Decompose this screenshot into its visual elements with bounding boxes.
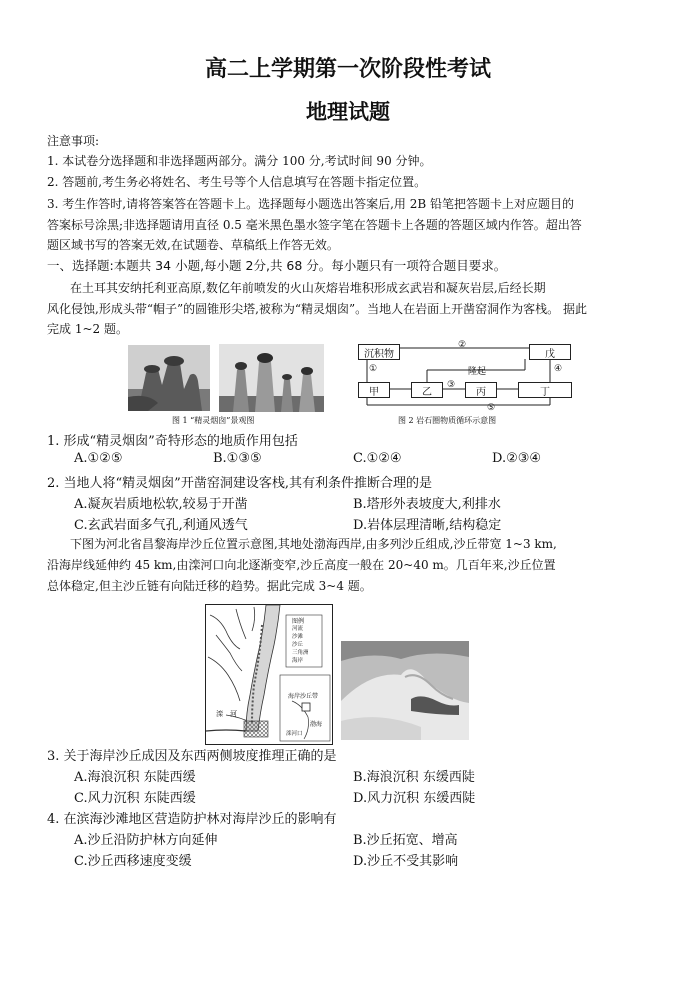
option-b[interactable]: B.塔形外表坡度大,利排水 [353, 497, 501, 512]
passage-line: 总体稳定,但主沙丘链有向陆迁移的趋势。据此完成 3~4 题。 [47, 579, 372, 593]
notice-item: 3. 考生作答时,请将答案答在答题卡上。选择题每小题选出答案后,用 2B 铅笔把答题卡上对应题目的 [47, 197, 574, 211]
notice-item: 1. 本试卷分选择题和非选择题两部分。满分 100 分,考试时间 90 分钟。 [47, 154, 432, 168]
arrow-label: ④ [554, 364, 563, 374]
option-b[interactable]: B.①③⑤ [213, 451, 262, 466]
arrow-label: ③ [447, 380, 456, 390]
question-stem: 2. 当地人将“精灵烟囱”开凿窑洞建设客栈,其有利条件推断合理的是 [47, 476, 432, 491]
diagram-box-wu: 戊 [529, 344, 571, 360]
coastal-dune-photo [341, 641, 469, 740]
legend-item: 河流 [292, 626, 304, 632]
option-a[interactable]: A.沙丘沿防护林方向延伸 [74, 833, 218, 848]
map-label-he: 河 [230, 710, 237, 718]
option-c[interactable]: C.沙丘西移速度变缓 [74, 854, 192, 869]
legend-item: 三角洲 [292, 650, 309, 656]
option-d[interactable]: D.风力沉积 东缓西陡 [353, 791, 476, 806]
notice-item: 2. 答题前,考生务必将姓名、考生号等个人信息填写在答题卡指定位置。 [47, 175, 427, 189]
option-b[interactable]: B.沙丘拓宽、增高 [353, 833, 458, 848]
passage-line: 沿海岸线延伸约 45 km,由滦河口向北逐渐变窄,沙丘高度一般在 20~40 m。几百年来,沙丘位置 [47, 558, 556, 572]
option-d[interactable]: D.②③④ [492, 451, 542, 466]
map-label-estuary: 滦河口 [286, 731, 303, 737]
notice-item: 题区域书写的答案无效,在试题卷、草稿纸上作答无效。 [47, 238, 339, 252]
notice-heading: 注意事项: [47, 134, 100, 148]
map-label-luan: 滦 [216, 710, 223, 718]
fig1-caption: 图 1 “精灵烟囱”景观图 [172, 416, 255, 425]
option-a[interactable]: A.凝灰岩质地松软,较易于开凿 [74, 497, 248, 512]
diagram-box-ding: 丁 [518, 382, 572, 398]
legend-item: 海岸 [292, 658, 304, 664]
question-stem: 1. 形成“精灵烟囱”奇特形态的地质作用包括 [47, 434, 298, 449]
passage-line: 在土耳其安纳托利亚高原,数亿年前喷发的火山灰熔岩堆积形成玄武岩和凝灰岩层,后经长期 [70, 281, 546, 295]
page-subtitle: 地理试题 [306, 100, 390, 124]
map-label-bohai: 渤海 [310, 721, 323, 728]
section-heading: 一、选择题:本题共 34 小题,每小题 2分,共 68 分。每小题只有一项符合题目要求。 [47, 258, 507, 273]
arrow-label: ⑤ [487, 403, 496, 413]
arrow-label: ② [458, 340, 467, 350]
diagram-box-sediment: 沉积物 [358, 344, 400, 360]
option-c[interactable]: C.①②④ [353, 451, 402, 466]
arrow-label: ① [369, 364, 378, 374]
fairy-chimney-photo-left [128, 345, 210, 411]
diagram-box-yi: 乙 [411, 382, 443, 398]
passage-line: 下图为河北省昌黎海岸沙丘位置示意图,其地处渤海西岸,由多列沙丘组成,沙丘带宽 1~3 km, [70, 537, 557, 551]
option-a[interactable]: A.海浪沉积 东陡西缓 [74, 770, 196, 785]
question-stem: 3. 关于海岸沙丘成因及东西两侧坡度推理正确的是 [47, 749, 337, 764]
fig2-caption: 图 2 岩石圈物质循环示意图 [398, 416, 497, 425]
passage-line: 完成 1~2 题。 [47, 322, 128, 336]
diagram-box-bing: 丙 [465, 382, 497, 398]
passage-line: 风化侵蚀,形成头带“帽子”的圆锥形尖塔,被称为“精灵烟囱”。当地人在岩面上开凿窑洞作为客栈。 据此 [47, 302, 587, 316]
question-stem: 4. 在滨海沙滩地区营造防护林对海岸沙丘的影响有 [47, 812, 337, 827]
option-c[interactable]: C.风力沉积 东陡西缓 [74, 791, 196, 806]
legend-item: 沙丘 [292, 642, 304, 648]
fairy-chimney-photo-right [219, 344, 324, 412]
option-d[interactable]: D.岩体层理清晰,结构稳定 [353, 518, 502, 533]
option-a[interactable]: A.①②⑤ [74, 451, 123, 466]
legend-title: 图例 [292, 618, 305, 625]
page-title: 高二上学期第一次阶段性考试 [204, 57, 491, 82]
uplift-label: 隆起 [468, 367, 487, 377]
map-label-dune-belt: 海岸沙丘带 [288, 693, 319, 700]
option-b[interactable]: B.海浪沉积 东缓西陡 [353, 770, 475, 785]
legend-item: 沙滩 [292, 634, 304, 640]
option-c[interactable]: C.玄武岩面多气孔,利通风透气 [74, 518, 248, 533]
diagram-box-jia: 甲 [358, 382, 390, 398]
option-d[interactable]: D.沙丘不受其影响 [353, 854, 459, 869]
notice-item: 答案标号涂黑;非选择题请用直径 0.5 毫米黑色墨水签字笔在答题卡上各题的答题区域内作答。超出答 [47, 218, 582, 232]
dune-location-map [205, 604, 333, 745]
